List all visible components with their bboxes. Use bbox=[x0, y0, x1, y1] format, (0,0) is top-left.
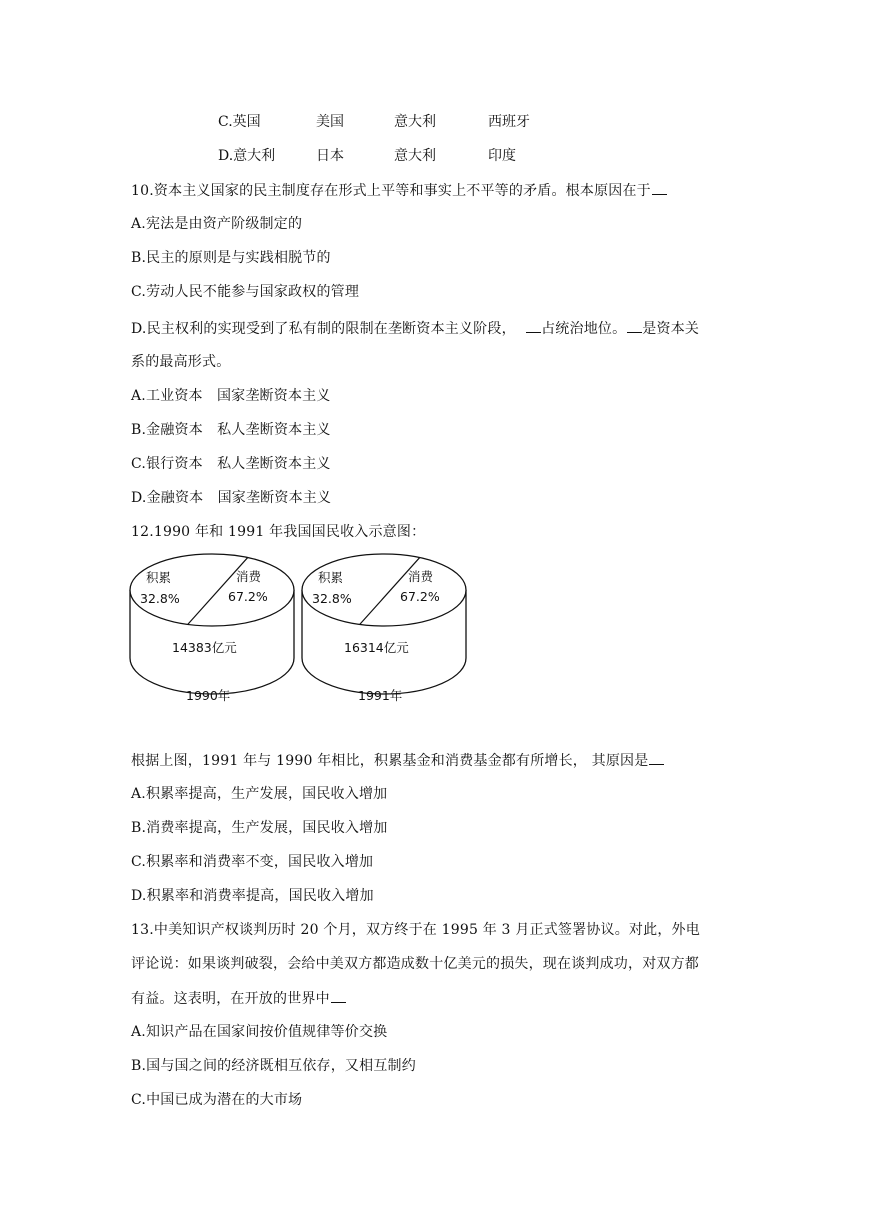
option-c-col4: 西班牙 bbox=[488, 114, 530, 130]
slice-value-consumption: 67.2% bbox=[228, 589, 268, 604]
q12-option-c: C.积累率和消费率不变，国民收入增加 bbox=[131, 854, 374, 870]
q11-option-c: C.银行资本 私人垄断资本主义 bbox=[131, 456, 331, 472]
answer-blank bbox=[652, 180, 667, 195]
q11-option-d: D.金融资本 国家垄断资本主义 bbox=[131, 490, 332, 506]
option-d-col2: 日本 bbox=[316, 148, 344, 164]
slice-name-consumption: 消费 bbox=[408, 569, 434, 584]
answer-blank bbox=[526, 318, 541, 333]
option-d-col4: 印度 bbox=[488, 148, 516, 164]
q11-option-b: B.金融资本 私人垄断资本主义 bbox=[131, 422, 331, 438]
option-c-col2: 美国 bbox=[316, 114, 344, 130]
q10-option-c: C.劳动人民不能参与国家政权的管理 bbox=[131, 284, 360, 300]
q12-question-text: 根据上图，1991 年与 1990 年相比，积累基金和消费基金都有所增长， 其原因是 bbox=[131, 753, 649, 769]
slice-name-accumulation: 积累 bbox=[318, 570, 344, 585]
year-label: 1991年 bbox=[358, 688, 403, 703]
q12-stem: 12.1990 年和 1991 年我国国民收入示意图： bbox=[131, 524, 426, 540]
year-label: 1990年 bbox=[186, 688, 231, 703]
q10-option-b: B.民主的原则是与实践相脱节的 bbox=[131, 250, 331, 266]
q10-d-text2: 占统治地位。 bbox=[541, 321, 627, 337]
option-d-col1: D.意大利 bbox=[218, 148, 276, 164]
answer-blank bbox=[627, 318, 642, 333]
q13-stem-line3 bbox=[131, 988, 346, 1009]
q10-d-text1: D.民主权利的实现受到了私有制的限制在垄断资本主义阶段， bbox=[131, 321, 516, 337]
answer-blank bbox=[649, 750, 664, 765]
q12-option-b: B.消费率提高，生产发展，国民收入增加 bbox=[131, 820, 388, 836]
q10-option-d bbox=[131, 318, 699, 339]
option-c-col3: 意大利 bbox=[394, 114, 436, 130]
q10-stem-text: 10.资本主义国家的民主制度存在形式上平等和事实上不平等的矛盾。根本原因在于 bbox=[131, 183, 651, 199]
q13-option-a: A.知识产品在国家间按价值规律等价交换 bbox=[131, 1024, 388, 1040]
slice-name-consumption: 消费 bbox=[236, 569, 262, 584]
answer-blank bbox=[331, 988, 346, 1003]
q13-option-c: C.中国已成为潜在的大市场 bbox=[131, 1092, 303, 1108]
q10-option-d-continued: 系的最高形式。 bbox=[131, 354, 231, 370]
q13-stem-line3-text: 有益。这表明，在开放的世界中 bbox=[131, 991, 330, 1007]
q13-option-b: B.国与国之间的经济既相互依存，又相互制约 bbox=[131, 1058, 416, 1074]
q13-stem-line2: 评论说：如果谈判破裂，会给中美双方都造成数十亿美元的损失，现在谈判成功，对双方都 bbox=[131, 956, 699, 972]
income-chart-figure bbox=[126, 548, 476, 718]
cylinder-top bbox=[130, 554, 294, 626]
q11-option-a: A.工业资本 国家垄断资本主义 bbox=[131, 388, 331, 404]
slice-value-accumulation: 32.8% bbox=[312, 591, 352, 606]
q10-stem bbox=[131, 180, 667, 201]
q13-stem-line1: 13.中美知识产权谈判历时 20 个月，双方终于在 1995 年 3 月正式签署协议。对此，外电 bbox=[131, 922, 700, 938]
option-d-col3: 意大利 bbox=[394, 148, 436, 164]
total-income-label: 14383亿元 bbox=[172, 640, 237, 655]
cylinder-top bbox=[302, 554, 466, 626]
cylinder-chart-1990 bbox=[130, 554, 294, 703]
cylinder-chart-1991 bbox=[302, 554, 466, 703]
q12-question bbox=[131, 750, 664, 771]
option-c-col1: C.英国 bbox=[218, 114, 261, 130]
slice-value-consumption: 67.2% bbox=[400, 589, 440, 604]
total-income-label: 16314亿元 bbox=[344, 640, 409, 655]
q12-option-a: A.积累率提高，生产发展，国民收入增加 bbox=[131, 786, 388, 802]
q12-option-d: D.积累率和消费率提高，国民收入增加 bbox=[131, 888, 374, 904]
slice-value-accumulation: 32.8% bbox=[140, 591, 180, 606]
slice-name-accumulation: 积累 bbox=[146, 570, 172, 585]
q10-option-a: A.宪法是由资产阶级制定的 bbox=[131, 216, 303, 232]
q10-d-text3: 是资本关 bbox=[642, 321, 700, 337]
